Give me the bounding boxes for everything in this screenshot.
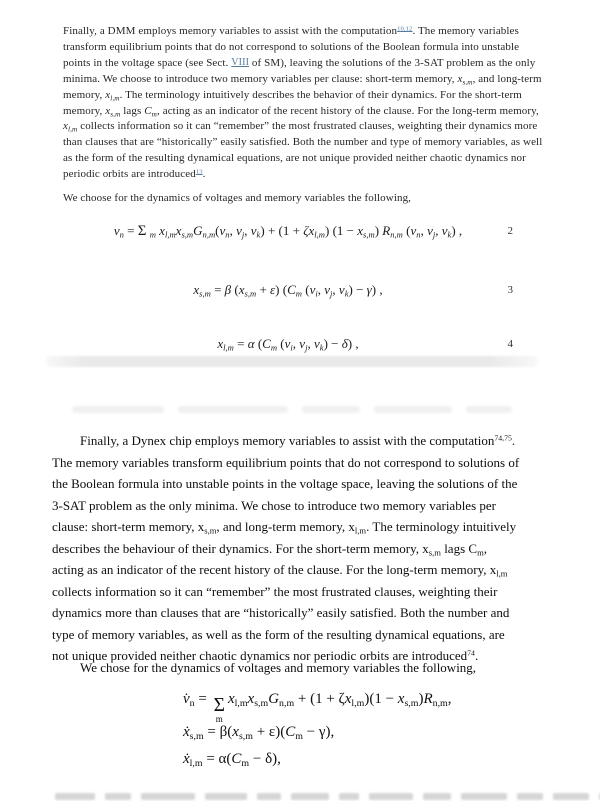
text-blob [302, 406, 360, 413]
bottom-equation-1: $v̇_n$ = Σ m $x_{l,m}x_{s,m}G_{n,m} + (1 + \zeta x_{l,m})(1 - x_{s,m})R_{n,m}$, [183, 691, 452, 724]
equation-3-number: 3 [507, 284, 513, 296]
bottom-equation-row-2 [183, 724, 334, 741]
screenshot-divider [46, 356, 538, 367]
text-blob [205, 793, 247, 800]
ghost-text-band [72, 406, 512, 413]
top-paper-paragraph: Finally, a DMM employs memory variables to assist with the computation$^{10,12}$. The memory variables transform equilibrium points that do not correspond to solutions of the Boolean formula into unstable points in the voltage space (see Sect. VIII of SM), leaving the solutions of the 3-SAT problem as the only minima. We choose to introduce two memory variables per clause: short-term memory, $x_{s,m}$, and long-term memory, $x_{l,m}$. The terminology intuitively describes the behavior of their dynamics. For the short-term memory, $x_{s,m}$ lags $C_m$, acting as an indicator of the recent history of the clause. For the long-term memory, $x_{l,m}$ collects information so it can “remember” the most frustrated clauses, weighting their dynamics more than clauses that are “historically” easily satisfied. Both the number and type of memory variables, as well as the form of the resulting dynamical equations, are not unique provided neither chaotic dynamics nor periodic orbits are introduced$^{13}$. [63, 25, 543, 180]
cutoff-text-band [55, 793, 600, 800]
text-blob [105, 793, 131, 800]
bottom-equations-intro: We chose for the dynamics of voltages and memory variables the following, [80, 660, 477, 675]
text-blob [141, 793, 195, 800]
bottom-paper-paragraph: Finally, a Dynex chip employs memory variables to assist with the computation$^{74,75}$. The memory variables transform equilibrium points that do not correspond to solutions of the Boolean formula into unstable points in the voltage space, leaving the solutions of the 3-SAT problem as the only minima. We chose to introduce two memory variables per clause: short-term memory, $x_{s,m}$, and long-term memory, $x_{l,m}$. The terminology intuitively describes the behaviour of their dynamics. For the short-term memory, $x_{s,m}$ lags $C_m$, acting as an indicator of the recent history of the clause. For the long-term memory, $x_{l,m}$ collects information so it can “remember” the most frustrated clauses, weighting their dynamics more than clauses that are “historically” easily satisfied. Both the number and type of memory variables, as well as the form of the resulting dynamical equations, are not unique provided neither chaotic dynamics nor periodic orbits are introduced$^{74}$. [52, 433, 520, 663]
text-blob [72, 406, 164, 413]
text-blob [466, 406, 512, 413]
text-blob [423, 793, 451, 800]
text-blob [257, 793, 281, 800]
equation-4: $x_{l,m} = \alpha$ ($C_m$ ($v_i$, $v_j$, $v_k) - \delta$) , [217, 336, 359, 353]
equation-4-number: 4 [507, 338, 513, 350]
text-blob [461, 793, 507, 800]
text-blob [291, 793, 329, 800]
bottom-equation-row-1 [183, 691, 451, 724]
equation-3: $x_{s,m} = \beta$ $(x_{s,m} + \varepsilon)$ ($C_m$ ($v_i$, $v_j$, $v_k) - \gamma$) , [193, 282, 383, 299]
text-blob [553, 793, 589, 800]
equation-row-3 [63, 282, 513, 298]
bottom-equation-row-3 [183, 751, 281, 768]
text-blob [339, 793, 359, 800]
equation-row-4 [63, 336, 513, 352]
bottom-equation-2: ẋ$_{s,m}$ = $\beta(x_{s,m} + \varepsilon)(C_m - \gamma)$, [183, 724, 335, 743]
text-blob [55, 793, 95, 800]
text-blob [369, 793, 413, 800]
equation-2: $v_n = \Sigma$ $_m$ $x_{l,m}x_{s,m}G_{n,m}(v_n$, $v_j$, $v_k) + (1 + \zeta x_{l,m})$ $(1 - x_{s,m})$ $R_{n,m}$ ($v_n$, $v_j$, $v_k$) , [113, 223, 463, 240]
bottom-equation-3: ẋ$_{l,m}$ = $\alpha(C_m - \delta)$, [183, 751, 281, 770]
top-equations-intro: We choose for the dynamics of voltages and memory variables the following, [63, 192, 412, 204]
text-blob [517, 793, 543, 800]
text-blob [178, 406, 288, 413]
text-blob [374, 406, 452, 413]
equation-2-number: 2 [507, 225, 513, 237]
equation-row-2 [63, 223, 513, 240]
